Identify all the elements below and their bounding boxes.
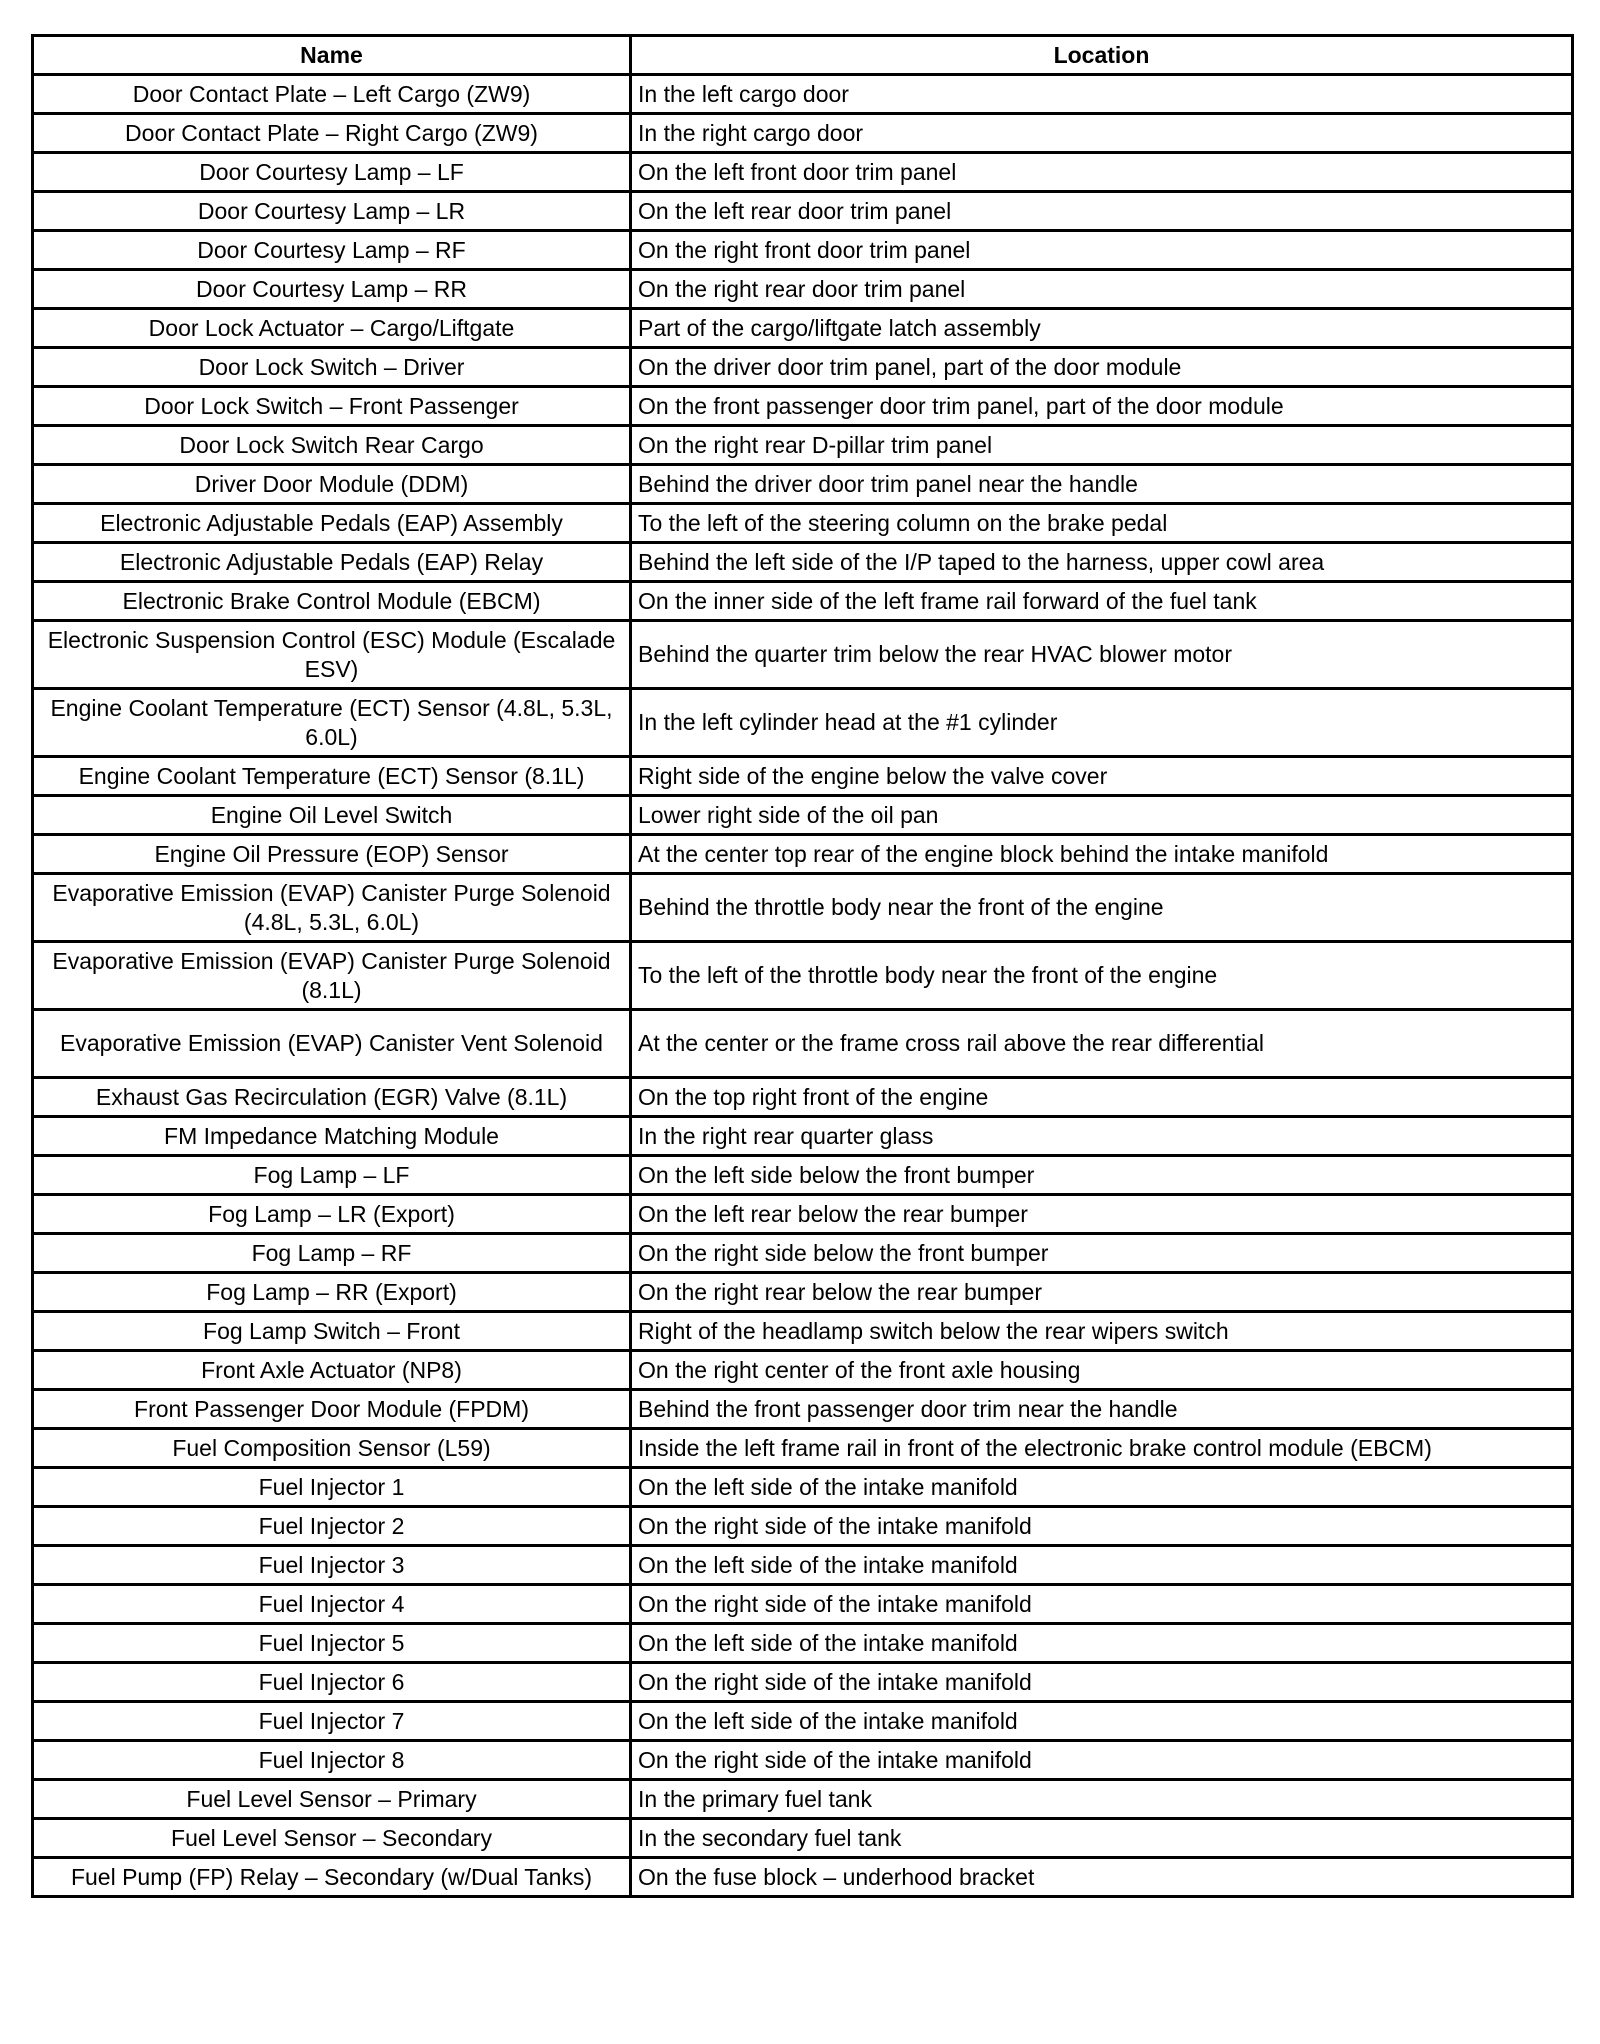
component-name-cell: Fuel Injector 5 — [33, 1624, 631, 1663]
component-name-cell: Fuel Pump (FP) Relay – Secondary (w/Dual Tanks) — [33, 1858, 631, 1897]
component-location-cell: In the right cargo door — [631, 114, 1573, 153]
component-name-cell: Exhaust Gas Recirculation (EGR) Valve (8.1L) — [33, 1078, 631, 1117]
component-name-cell: Door Courtesy Lamp – LR — [33, 192, 631, 231]
component-location-cell: On the right rear door trim panel — [631, 270, 1573, 309]
component-location-cell: On the right side below the front bumper — [631, 1234, 1573, 1273]
component-location-cell: On the right side of the intake manifold — [631, 1585, 1573, 1624]
component-name-cell: Electronic Suspension Control (ESC) Module (Escalade ESV) — [33, 621, 631, 689]
component-location-cell: On the left rear door trim panel — [631, 192, 1573, 231]
component-location-cell: On the right rear below the rear bumper — [631, 1273, 1573, 1312]
component-location-cell: On the right front door trim panel — [631, 231, 1573, 270]
table-row — [33, 757, 1573, 796]
table-row — [33, 1195, 1573, 1234]
table-row — [33, 1312, 1573, 1351]
table-row — [33, 1546, 1573, 1585]
component-name-cell: Fuel Level Sensor – Primary — [33, 1780, 631, 1819]
table-row — [33, 309, 1573, 348]
component-name-cell: Electronic Adjustable Pedals (EAP) Assembly — [33, 504, 631, 543]
component-name-cell: Door Contact Plate – Left Cargo (ZW9) — [33, 75, 631, 114]
table-row — [33, 1741, 1573, 1780]
component-location-cell: Part of the cargo/liftgate latch assembly — [631, 309, 1573, 348]
component-name-cell: Fuel Injector 2 — [33, 1507, 631, 1546]
table-row — [33, 387, 1573, 426]
component-name-cell: Door Lock Switch Rear Cargo — [33, 426, 631, 465]
table-row — [33, 1585, 1573, 1624]
table-row — [33, 114, 1573, 153]
table-row — [33, 796, 1573, 835]
component-name-cell: Fuel Composition Sensor (L59) — [33, 1429, 631, 1468]
table-row — [33, 270, 1573, 309]
table-row — [33, 1624, 1573, 1663]
component-name-cell: Engine Coolant Temperature (ECT) Sensor (8.1L) — [33, 757, 631, 796]
table-row — [33, 1010, 1573, 1078]
component-name-cell: Fuel Injector 8 — [33, 1741, 631, 1780]
header-row — [33, 36, 1573, 75]
component-name-cell: Fuel Injector 1 — [33, 1468, 631, 1507]
component-name-cell: Engine Coolant Temperature (ECT) Sensor (4.8L, 5.3L, 6.0L) — [33, 689, 631, 757]
component-location-cell: On the top right front of the engine — [631, 1078, 1573, 1117]
component-location-cell: On the left side of the intake manifold — [631, 1546, 1573, 1585]
component-location-cell: In the right rear quarter glass — [631, 1117, 1573, 1156]
component-name-cell: Door Courtesy Lamp – LF — [33, 153, 631, 192]
table-row — [33, 582, 1573, 621]
component-name-cell: Evaporative Emission (EVAP) Canister Vent Solenoid — [33, 1010, 631, 1078]
component-name-cell: Fog Lamp – RF — [33, 1234, 631, 1273]
component-name-cell: Fog Lamp – LF — [33, 1156, 631, 1195]
component-name-cell: Front Passenger Door Module (FPDM) — [33, 1390, 631, 1429]
component-location-cell: Lower right side of the oil pan — [631, 796, 1573, 835]
table-row — [33, 689, 1573, 757]
location-column-header: Location — [631, 36, 1573, 75]
table-row — [33, 1351, 1573, 1390]
component-location-cell: Inside the left frame rail in front of the electronic brake control module (EBCM) — [631, 1429, 1573, 1468]
component-location-cell: On the left rear below the rear bumper — [631, 1195, 1573, 1234]
component-location-table — [31, 34, 1574, 1898]
component-location-cell: On the left side of the intake manifold — [631, 1468, 1573, 1507]
table-row — [33, 1507, 1573, 1546]
component-location-cell: In the secondary fuel tank — [631, 1819, 1573, 1858]
component-location-cell: In the left cargo door — [631, 75, 1573, 114]
component-location-cell: At the center top rear of the engine block behind the intake manifold — [631, 835, 1573, 874]
table-row — [33, 1780, 1573, 1819]
table-row — [33, 75, 1573, 114]
table-row — [33, 465, 1573, 504]
component-name-cell: Door Lock Switch – Driver — [33, 348, 631, 387]
component-name-cell: Fog Lamp – LR (Export) — [33, 1195, 631, 1234]
component-name-cell: Door Lock Switch – Front Passenger — [33, 387, 631, 426]
component-name-cell: Door Courtesy Lamp – RR — [33, 270, 631, 309]
component-location-cell: On the driver door trim panel, part of the door module — [631, 348, 1573, 387]
component-location-cell: On the right side of the intake manifold — [631, 1507, 1573, 1546]
component-name-cell: Door Lock Actuator – Cargo/Liftgate — [33, 309, 631, 348]
component-location-cell: On the right side of the intake manifold — [631, 1741, 1573, 1780]
table-row — [33, 348, 1573, 387]
component-location-cell: Behind the quarter trim below the rear HVAC blower motor — [631, 621, 1573, 689]
component-name-cell: Engine Oil Level Switch — [33, 796, 631, 835]
component-location-cell: To the left of the steering column on the brake pedal — [631, 504, 1573, 543]
table-row — [33, 231, 1573, 270]
component-name-cell: Fog Lamp Switch – Front — [33, 1312, 631, 1351]
table-row — [33, 835, 1573, 874]
component-name-cell: Fog Lamp – RR (Export) — [33, 1273, 631, 1312]
component-location-cell: On the right rear D-pillar trim panel — [631, 426, 1573, 465]
component-location-cell: On the left front door trim panel — [631, 153, 1573, 192]
component-name-cell: Electronic Adjustable Pedals (EAP) Relay — [33, 543, 631, 582]
component-name-cell: Fuel Injector 4 — [33, 1585, 631, 1624]
table-row — [33, 153, 1573, 192]
component-name-cell: Fuel Level Sensor – Secondary — [33, 1819, 631, 1858]
component-name-cell: Fuel Injector 7 — [33, 1702, 631, 1741]
component-location-cell: On the front passenger door trim panel, part of the door module — [631, 387, 1573, 426]
table-row — [33, 1858, 1573, 1897]
component-name-cell: Door Courtesy Lamp – RF — [33, 231, 631, 270]
component-name-cell: Driver Door Module (DDM) — [33, 465, 631, 504]
component-name-cell: Front Axle Actuator (NP8) — [33, 1351, 631, 1390]
table-row — [33, 426, 1573, 465]
component-location-cell: Behind the throttle body near the front of the engine — [631, 874, 1573, 942]
component-name-cell: Engine Oil Pressure (EOP) Sensor — [33, 835, 631, 874]
table-row — [33, 942, 1573, 1010]
table-row — [33, 543, 1573, 582]
component-location-cell: Right of the headlamp switch below the rear wipers switch — [631, 1312, 1573, 1351]
component-location-cell: Behind the driver door trim panel near the handle — [631, 465, 1573, 504]
table-row — [33, 192, 1573, 231]
table-row — [33, 874, 1573, 942]
component-location-cell: On the left side of the intake manifold — [631, 1624, 1573, 1663]
component-location-cell: In the primary fuel tank — [631, 1780, 1573, 1819]
component-location-cell: Behind the front passenger door trim near the handle — [631, 1390, 1573, 1429]
component-name-cell: Electronic Brake Control Module (EBCM) — [33, 582, 631, 621]
component-location-cell: On the inner side of the left frame rail forward of the fuel tank — [631, 582, 1573, 621]
component-name-cell: Fuel Injector 6 — [33, 1663, 631, 1702]
component-location-cell: On the right side of the intake manifold — [631, 1663, 1573, 1702]
component-location-cell: Behind the left side of the I/P taped to the harness, upper cowl area — [631, 543, 1573, 582]
component-name-cell: Fuel Injector 3 — [33, 1546, 631, 1585]
table-row — [33, 1429, 1573, 1468]
table-row — [33, 1078, 1573, 1117]
table-row — [33, 504, 1573, 543]
table-row — [33, 1117, 1573, 1156]
component-location-cell: At the center or the frame cross rail above the rear differential — [631, 1010, 1573, 1078]
table-row — [33, 1663, 1573, 1702]
component-location-cell: In the left cylinder head at the #1 cylinder — [631, 689, 1573, 757]
component-location-cell: Right side of the engine below the valve cover — [631, 757, 1573, 796]
component-name-cell: Door Contact Plate – Right Cargo (ZW9) — [33, 114, 631, 153]
component-location-cell: On the left side of the intake manifold — [631, 1702, 1573, 1741]
component-location-cell: To the left of the throttle body near the front of the engine — [631, 942, 1573, 1010]
table-body — [33, 75, 1573, 1897]
name-column-header: Name — [33, 36, 631, 75]
component-name-cell: FM Impedance Matching Module — [33, 1117, 631, 1156]
component-location-cell: On the left side below the front bumper — [631, 1156, 1573, 1195]
component-name-cell: Evaporative Emission (EVAP) Canister Purge Solenoid (8.1L) — [33, 942, 631, 1010]
table-row — [33, 1819, 1573, 1858]
component-name-cell: Evaporative Emission (EVAP) Canister Purge Solenoid (4.8L, 5.3L, 6.0L) — [33, 874, 631, 942]
component-location-cell: On the right center of the front axle housing — [631, 1351, 1573, 1390]
component-location-cell: On the fuse block – underhood bracket — [631, 1858, 1573, 1897]
table-row — [33, 1234, 1573, 1273]
table-row — [33, 621, 1573, 689]
table-row — [33, 1702, 1573, 1741]
table-row — [33, 1273, 1573, 1312]
table-row — [33, 1156, 1573, 1195]
table-row — [33, 1390, 1573, 1429]
table-row — [33, 1468, 1573, 1507]
